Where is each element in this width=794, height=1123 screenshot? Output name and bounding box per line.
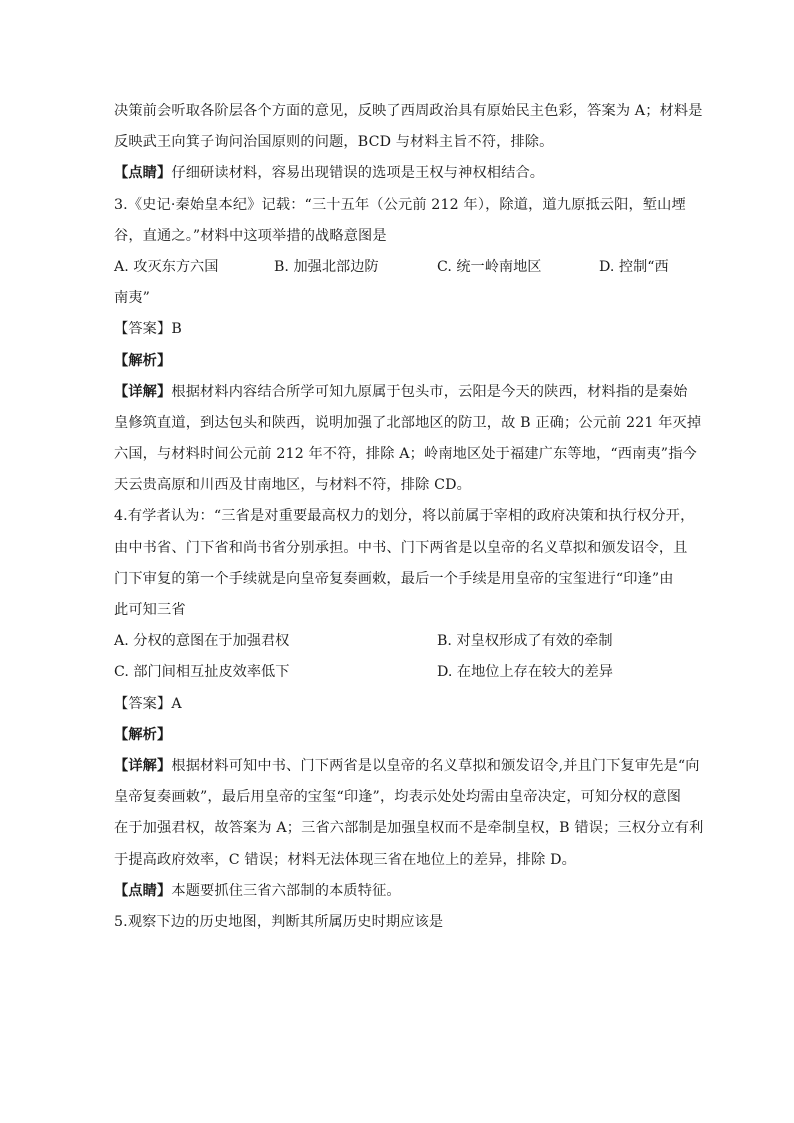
- option-c: C. 部门间相互扯皮效率低下: [114, 664, 290, 681]
- option-a: A. 攻灭东方六国: [114, 258, 219, 275]
- question-stem: 由中书省、门下省和尚书省分别承担。中书、门下两省是以皇帝的名义草拟和颁发诏令，且: [114, 539, 688, 556]
- tip-line: [114, 876, 680, 907]
- detail-text: 根据材料可知中书、门下两省是以皇帝的名义草拟和颁发诏令,并且门下复审先是“向: [171, 757, 700, 774]
- detail-line: [114, 751, 700, 782]
- options-row: [114, 252, 680, 283]
- analysis-tag: 【解析】: [114, 352, 172, 369]
- option-a: A. 分权的意图在于加强君权: [114, 633, 290, 650]
- tip-tag: 【点睛】: [114, 882, 172, 899]
- option-d: D. 控制“西: [599, 258, 669, 275]
- answer-line: 【答案】B: [114, 321, 182, 338]
- detail-line: 皇帝复奏画敕”，最后用皇帝的宝玺“印逢”，均表示处处均需由皇帝决定，可知分权的意图: [114, 789, 682, 806]
- options-row: [114, 657, 680, 688]
- detail-line: 在于加强君权，故答案为 A；三省六部制是加强皇权而不是牵制皇权，B 错误；三权分立有利: [114, 820, 704, 837]
- option-d: D. 在地位上存在较大的差异: [437, 664, 613, 681]
- question-stem: 谷，直通之。”材料中这项举措的战略意图是: [114, 227, 387, 244]
- answer-line: 【答案】A: [114, 695, 182, 712]
- detail-tag: 【详解】: [114, 757, 172, 774]
- detail-line: [114, 377, 688, 408]
- text-line: 反映武王向箕子询问治国原则的问题，BCD 与材料主旨不符，排除。: [114, 134, 554, 151]
- detail-text: 根据材料内容结合所学可知九原属于包头市，云阳是今天的陕西，材料指的是秦始: [171, 383, 688, 400]
- option-b: B. 加强北部边防: [274, 258, 379, 275]
- detail-line: 皇修筑直道，到达包头和陕西，说明加强了北部地区的防卫，故 B 正确；公元前 221 年灭掉: [114, 414, 702, 431]
- option-b: B. 对皇权形成了有效的牵制: [437, 633, 613, 650]
- question-stem: 3.《史记·秦始皇本纪》记载：“三十五年（公元前 212 年），除道，道九原抵云阳，堑山堙: [114, 196, 686, 213]
- document-page: [114, 96, 704, 938]
- question-stem: 4.有学者认为：“三省是对重要最高权力的划分，将以前属于宰相的政府决策和执行权分开，: [114, 508, 695, 525]
- analysis-tag: 【解析】: [114, 726, 172, 743]
- tip-text: 仔细研读材料，容易出现错误的选项是王权与神权相结合。: [171, 165, 545, 182]
- text-line: 决策前会听取各阶层各个方面的意见，反映了西周政治具有原始民主色彩，答案为 A；材料是: [114, 103, 703, 119]
- detail-line: 于提高政府效率，C 错误；材料无法体现三省在地位上的差异，排除 D。: [114, 851, 576, 868]
- question-stem: 5.观察下边的历史地图，判断其所属历史时期应该是: [114, 913, 444, 930]
- detail-line: 六国，与材料时间公元前 212 年不符，排除 A；岭南地区处于福建广东等地，“西南夷”指今: [114, 446, 697, 463]
- option-c: C. 统一岭南地区: [437, 258, 542, 275]
- option-d-continued: 南夷”: [114, 290, 151, 307]
- tip-line: [114, 158, 680, 189]
- detail-line: 天云贵高原和川西及甘南地区，与材料不符，排除 CD。: [114, 477, 471, 494]
- question-stem: 此可知三省: [114, 602, 186, 618]
- question-stem: 门下审复的第一个手续就是向皇帝复奏画敕，最后一个手续是用皇帝的宝玺进行“印逢”由: [114, 570, 674, 587]
- tip-tag: 【点睛】: [114, 165, 172, 182]
- tip-text: 本题要抓住三省六部制的本质特征。: [171, 882, 401, 899]
- detail-tag: 【详解】: [114, 383, 172, 400]
- options-row: [114, 626, 680, 657]
